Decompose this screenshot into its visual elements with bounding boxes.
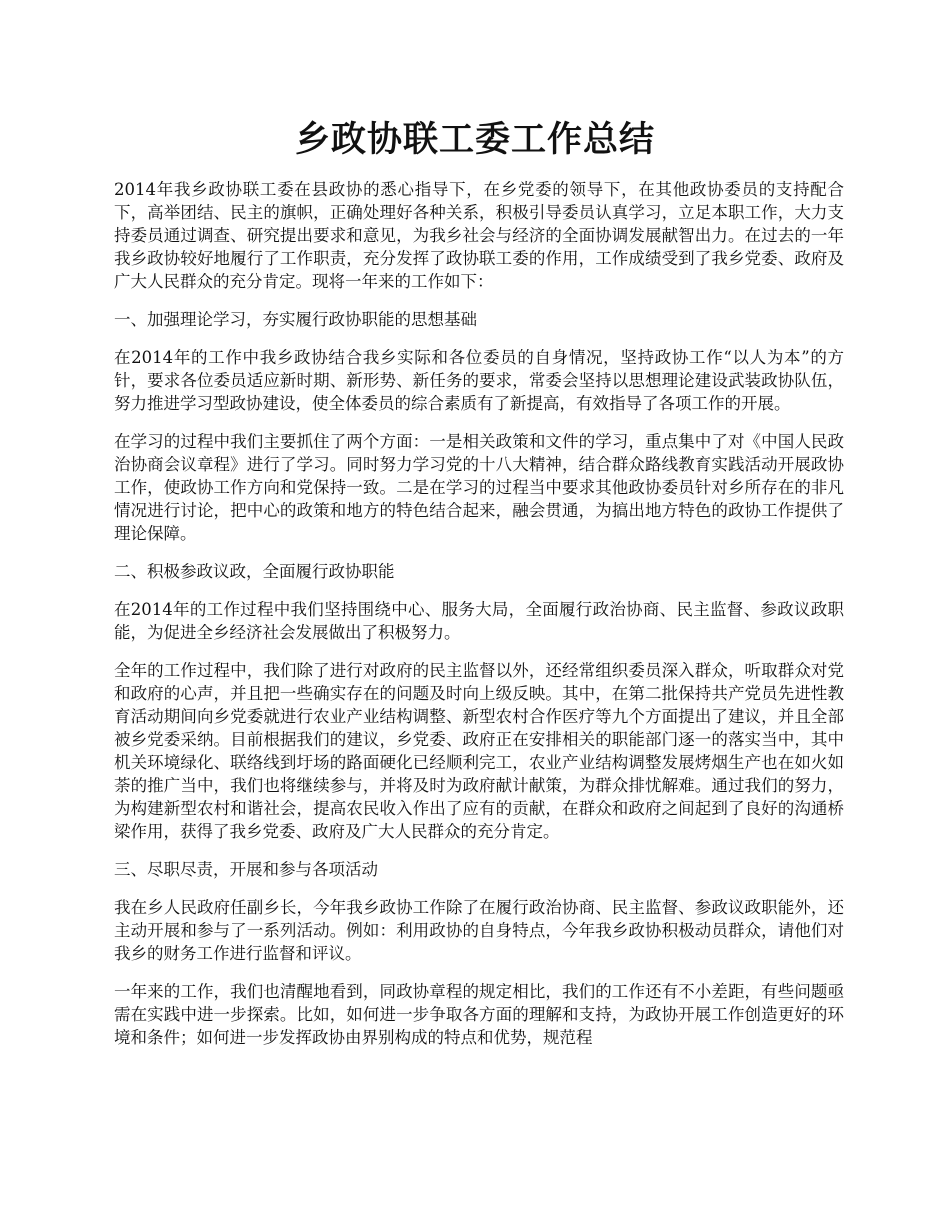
body-paragraph: 在学习的过程中我们主要抓住了两个方面：一是相关政策和文件的学习，重点集中了对《中国人民政治协商会议章程》进行了学习。同时努力学习党的十八大精神，结合群众路线教育实践活动开展政协工作，使政协工作方向和党保持一致。二是在学习的过程当中要求其他政协委员针对乡所存在的非凡情况进行讨论，把中心的政策和地方的特色结合起来，融会贯通，为搞出地方特色的政协工作提供了理论保障。 <box>114 432 844 543</box>
section-heading-1: 一、加强理论学习，夯实履行政协职能的思想基础 <box>114 310 477 329</box>
body-paragraph: 在2014年的工作过程中我们坚持围绕中心、服务大局，全面履行政治协商、民主监督、参政议政职能，为促进全乡经济社会发展做出了积极努力。 <box>114 600 844 642</box>
body-paragraph: 一年来的工作，我们也清醒地看到，同政协章程的规定相比，我们的工作还有不小差距，有些问题亟需在实践中进一步探索。比如，如何进一步争取各方面的理解和支持，为政协开展工作创造更好的环境和条件；如何进一步发挥政协由界别构成的特点和优势，规范程 <box>114 982 844 1047</box>
section-heading-2: 二、积极参政议政，全面履行政协职能 <box>114 562 395 581</box>
document-title: 乡政协联工委工作总结 <box>294 120 655 160</box>
intro-paragraph: 2014年我乡政协联工委在县政协的悉心指导下，在乡党委的领导下，在其他政协委员的支持配合下，高举团结、民主的旗帜，正确处理好各种关系，积极引导委员认真学习，立足本职工作，大力支持委员通过调查、研究提出要求和意见，为我乡社会与经济的全面协调发展献智出力。在过去的一年我乡政协较好地履行了工作职责，充分发挥了政协联工委的作用，工作成绩受到了我乡党委、政府及广大人民群众的充分肯定。现将一年来的工作如下： <box>114 180 844 291</box>
document-body <box>114 178 844 1064</box>
body-paragraph: 全年的工作过程中，我们除了进行对政府的民主监督以外，还经常组织委员深入群众，听取群众对党和政府的心声，并且把一些确实存在的问题及时向上级反映。其中，在第二批保持共产党员先进性教育活动期间向乡党委就进行农业产业结构调整、新型农村合作医疗等九个方面提出了建议，并且全部被乡党委采纳。目前根据我们的建议，乡党委、政府正在安排相关的职能部门逐一的落实当中，其中机关环境绿化、联络线到圩场的路面硬化已经顺利完工，农业产业结构调整发展烤烟生产也在如火如荼的推广当中，我们也将继续参与，并将及时为政府献计献策，为群众排忧解难。通过我们的努力，为构建新型农村和谐社会，提高农民收入作出了应有的贡献，在群众和政府之间起到了良好的沟通桥梁作用，获得了我乡党委、政府及广大人民群众的充分肯定。 <box>114 661 844 841</box>
section-heading-3: 三、尽职尽责，开展和参与各项活动 <box>114 860 378 879</box>
body-paragraph: 我在乡人民政府任副乡长，今年我乡政协工作除了在履行政治协商、民主监督、参政议政职能外，还主动开展和参与了一系列活动。例如：利用政协的自身特点，今年我乡政协积极动员群众，请他们对我乡的财务工作进行监督和评议。 <box>114 898 844 963</box>
body-paragraph: 在2014年的工作中我乡政协结合我乡实际和各位委员的自身情况，坚持政协工作“以人为本”的方针，要求各位委员适应新时期、新形势、新任务的要求，常委会坚持以思想理论建设武装政协队伍，努力推进学习型政协建设，使全体委员的综合素质有了新提高，有效指导了各项工作的开展。 <box>114 348 844 413</box>
